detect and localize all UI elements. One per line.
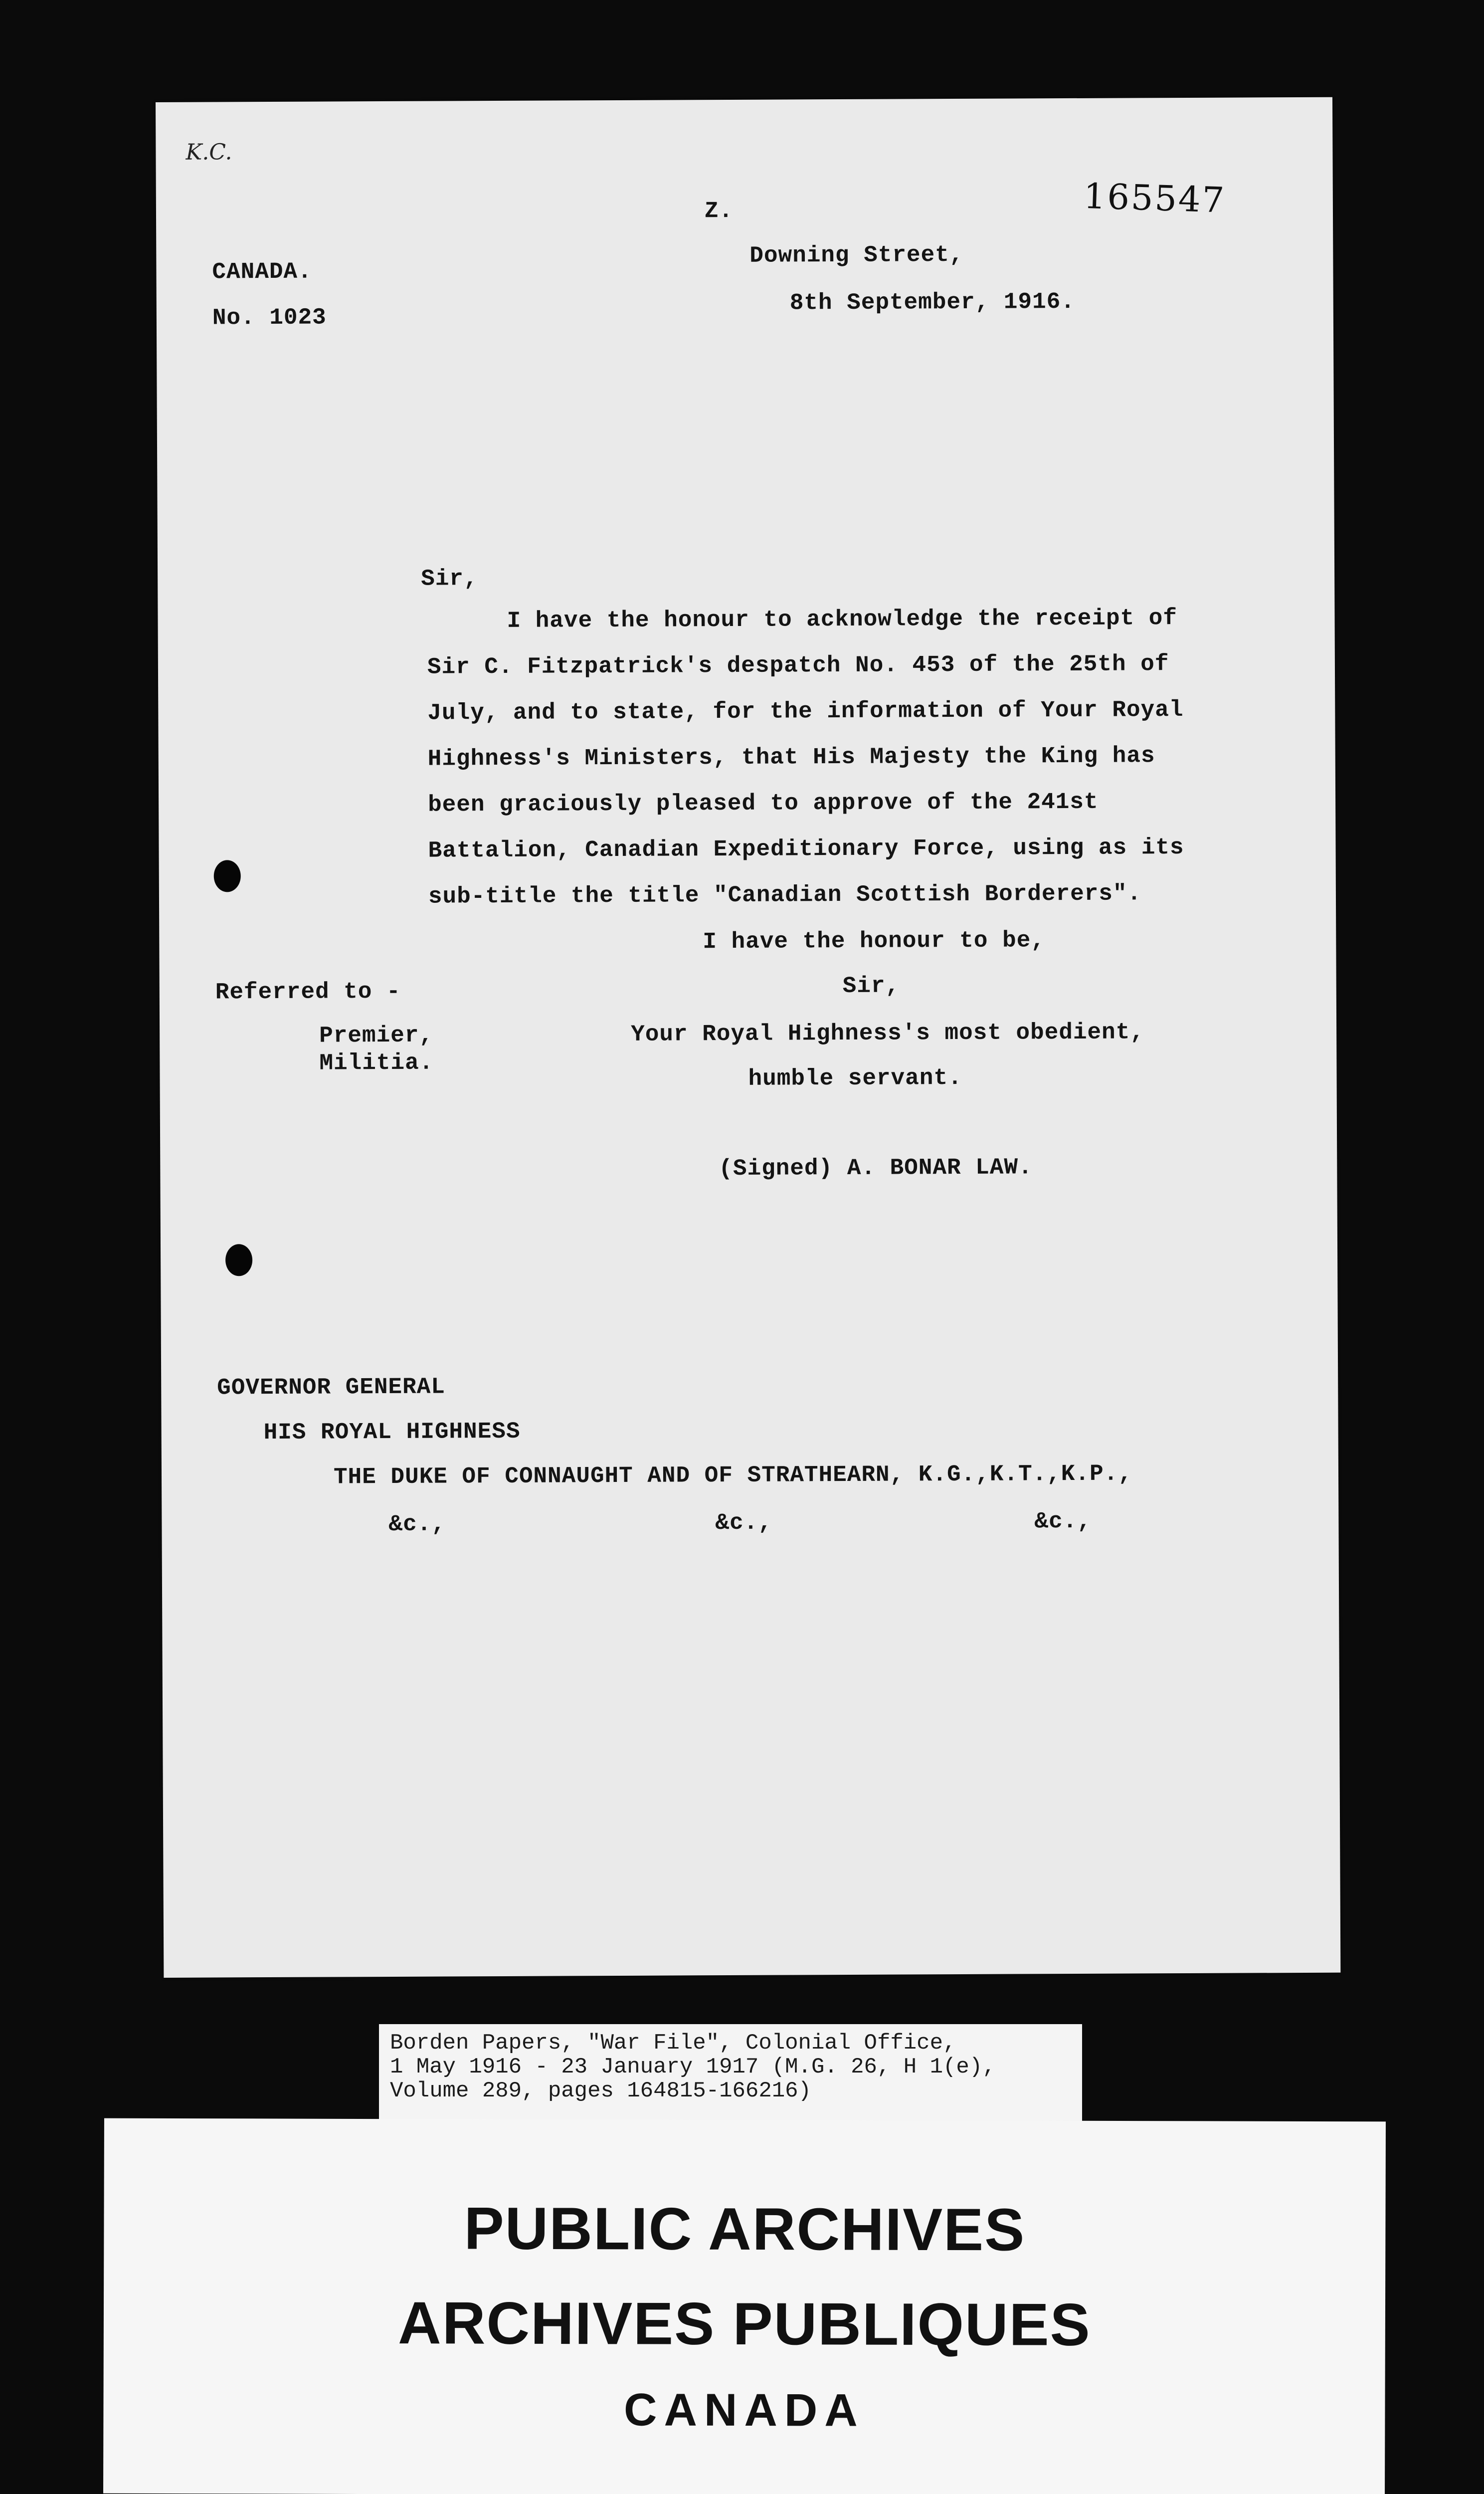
addressee-line-3: THE DUKE OF CONNAUGHT AND OF STRATHEARN, K.G.,K.T.,K.P., [333, 1460, 1132, 1490]
register-number-stamp: 165547 [1083, 175, 1227, 221]
body-line: been graciously pleased to approve of the 241st [428, 789, 1099, 818]
despatch-number: No. 1023 [212, 304, 327, 331]
body-line: I have the honour to acknowledge the receipt of [507, 605, 1178, 634]
citation-line-2: 1 May 1916 - 23 January 1917 (M.G. 26, H 1(e), [390, 2055, 996, 2079]
addressee-line-2: HIS ROYAL HIGHNESS [263, 1418, 521, 1446]
addressee-line-1: GOVERNOR GENERAL [217, 1374, 446, 1401]
body-line: Sir C. Fitzpatrick's despatch No. 453 of the 25th of [427, 651, 1169, 680]
addressee-etc: &c., [715, 1509, 772, 1536]
archives-title-english: PUBLIC ARCHIVES [464, 2195, 1026, 2264]
referred-to-premier: Premier, [319, 1022, 434, 1049]
letter-date: 8th September, 1916. [789, 288, 1075, 316]
page-marker: Z. [704, 198, 734, 224]
closing-sir: Sir, [842, 973, 900, 1000]
body-line: Battalion, Canadian Expeditionary Force, using as its [428, 834, 1184, 864]
handwritten-note: K.C. [186, 139, 232, 165]
closing-line: I have the honour to be, [703, 927, 1045, 955]
punch-hole [225, 1244, 252, 1276]
body-line: sub-title the title "Canadian Scottish Borderers". [428, 880, 1142, 910]
archives-title-french: ARCHIVES PUBLIQUES [397, 2289, 1091, 2358]
referred-to-label: Referred to - [215, 978, 401, 1006]
letter-address: Downing Street, [749, 241, 964, 269]
closing-obedient: Your Royal Highness's most obedient, [631, 1019, 1145, 1047]
salutation: Sir, [421, 566, 478, 592]
citation-label [379, 2024, 1082, 2124]
public-archives-card [103, 2118, 1386, 2494]
citation-line-1: Borden Papers, "War File", Colonial Office, [390, 2031, 956, 2056]
letter-page [156, 97, 1340, 1978]
punch-hole [214, 860, 241, 892]
citation-line-3: Volume 289, pages 164815-166216) [390, 2078, 811, 2103]
addressee-etc: &c., [388, 1511, 446, 1537]
referred-to-militia: Militia. [319, 1049, 434, 1076]
signature: (Signed) A. BONAR LAW. [719, 1154, 1033, 1182]
closing-servant: humble servant. [748, 1064, 962, 1092]
body-line: July, and to state, for the information of Your Royal [427, 697, 1184, 726]
archives-country: CANADA [623, 2384, 865, 2436]
colony-heading: CANADA. [212, 258, 312, 285]
addressee-etc: &c., [1034, 1508, 1092, 1535]
body-line: Highness's Ministers, that His Majesty the King has [427, 743, 1155, 772]
